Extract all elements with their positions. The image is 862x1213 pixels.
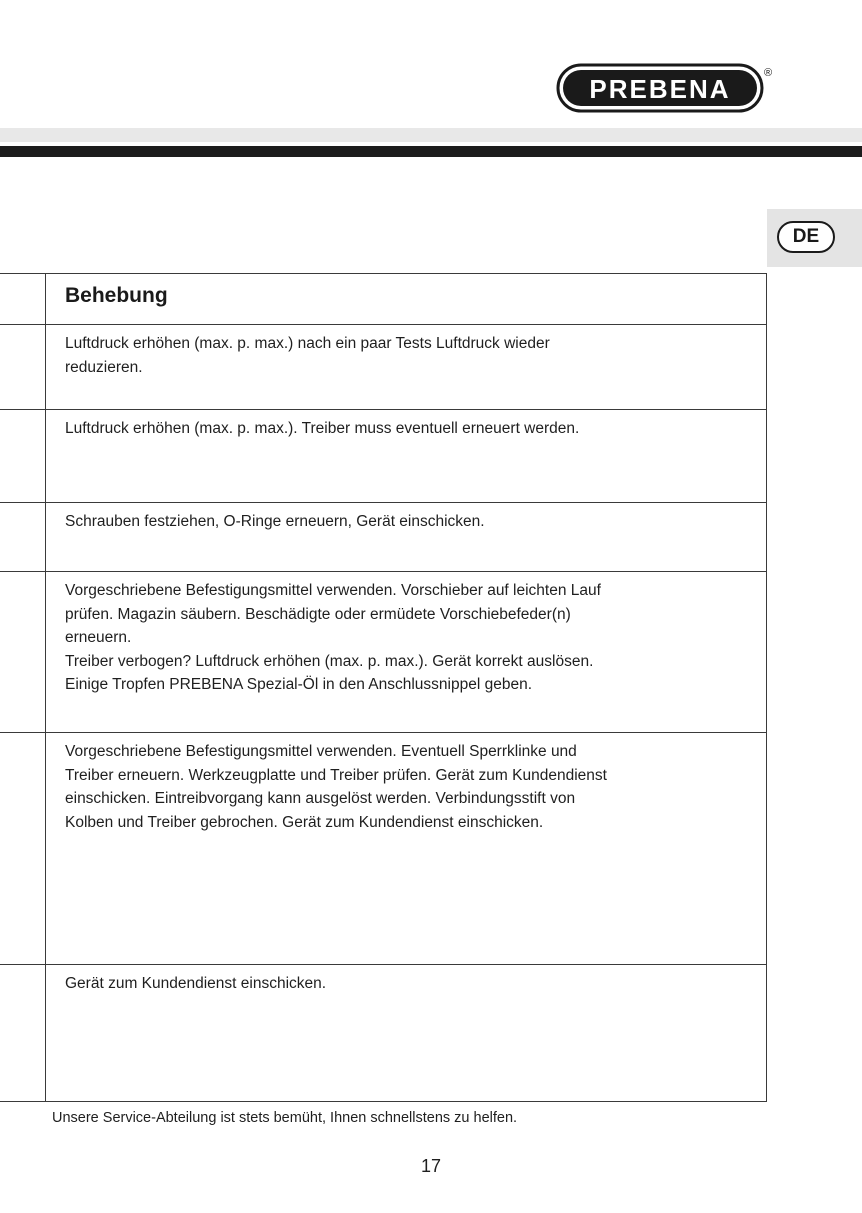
remedy-text: Schrauben festziehen, O-Ringe erneuern, Gerät einschicken. — [65, 513, 485, 530]
remedy-text: Gerät zum Kundendienst einschicken. — [65, 975, 327, 992]
prebena-logo — [556, 62, 773, 114]
language-badge: DE — [777, 221, 835, 253]
remedy-text: Luftdruck erhöhen (max. p. max.) nach ein paar Tests Luftdruck wieder reduzieren. — [65, 335, 550, 376]
table-row — [0, 325, 766, 410]
column-header-behebung: Behebung — [65, 284, 168, 307]
table-row — [0, 965, 766, 1102]
page-number: 17 — [420, 1156, 442, 1176]
brand-name: PREBENA — [589, 74, 731, 104]
remedy-text: Vorgeschriebene Befestigungsmittel verwenden. Vorschieber auf leichten Lauf prüfen. Magazin säubern. Beschädigte oder ermüdete Vorschiebefeder(n) erneuern. Treiber verbogen? Luftdruck erhöhen (max. p. max.). Gerät korrekt auslösen. Einige Tropfen PREBENA Spezial-Öl in den Anschlussnippel geben. — [65, 582, 601, 693]
table-row — [0, 733, 766, 965]
table-row — [0, 503, 766, 572]
remedy-text: Vorgeschriebene Befestigungsmittel verwenden. Eventuell Sperrklinke und Treiber erneuern. Werkzeugplatte und Treiber prüfen. Gerät zum Kundendienst einschicken. Eintreibvorgang kann ausgelöst werden. Verbindungsstift von Kolben und Treiber gebrochen. Gerät zum Kundendienst einschicken. — [65, 743, 607, 831]
language-tab — [767, 209, 862, 267]
table-row — [0, 410, 766, 503]
column-divider — [45, 274, 46, 1101]
header-rule-light — [0, 128, 862, 142]
table-row — [0, 572, 766, 733]
remedy-text: Luftdruck erhöhen (max. p. max.). Treiber muss eventuell erneuert werden. — [65, 420, 580, 437]
header-rule-dark — [0, 146, 862, 157]
prebena-logo-graphic — [556, 62, 778, 114]
service-note: Unsere Service-Abteilung ist stets bemüht, Ihnen schnellstens zu helfen. — [52, 1110, 518, 1126]
troubleshooting-table — [0, 273, 767, 1102]
registered-mark: ® — [763, 67, 773, 79]
table-header-row — [0, 274, 766, 325]
